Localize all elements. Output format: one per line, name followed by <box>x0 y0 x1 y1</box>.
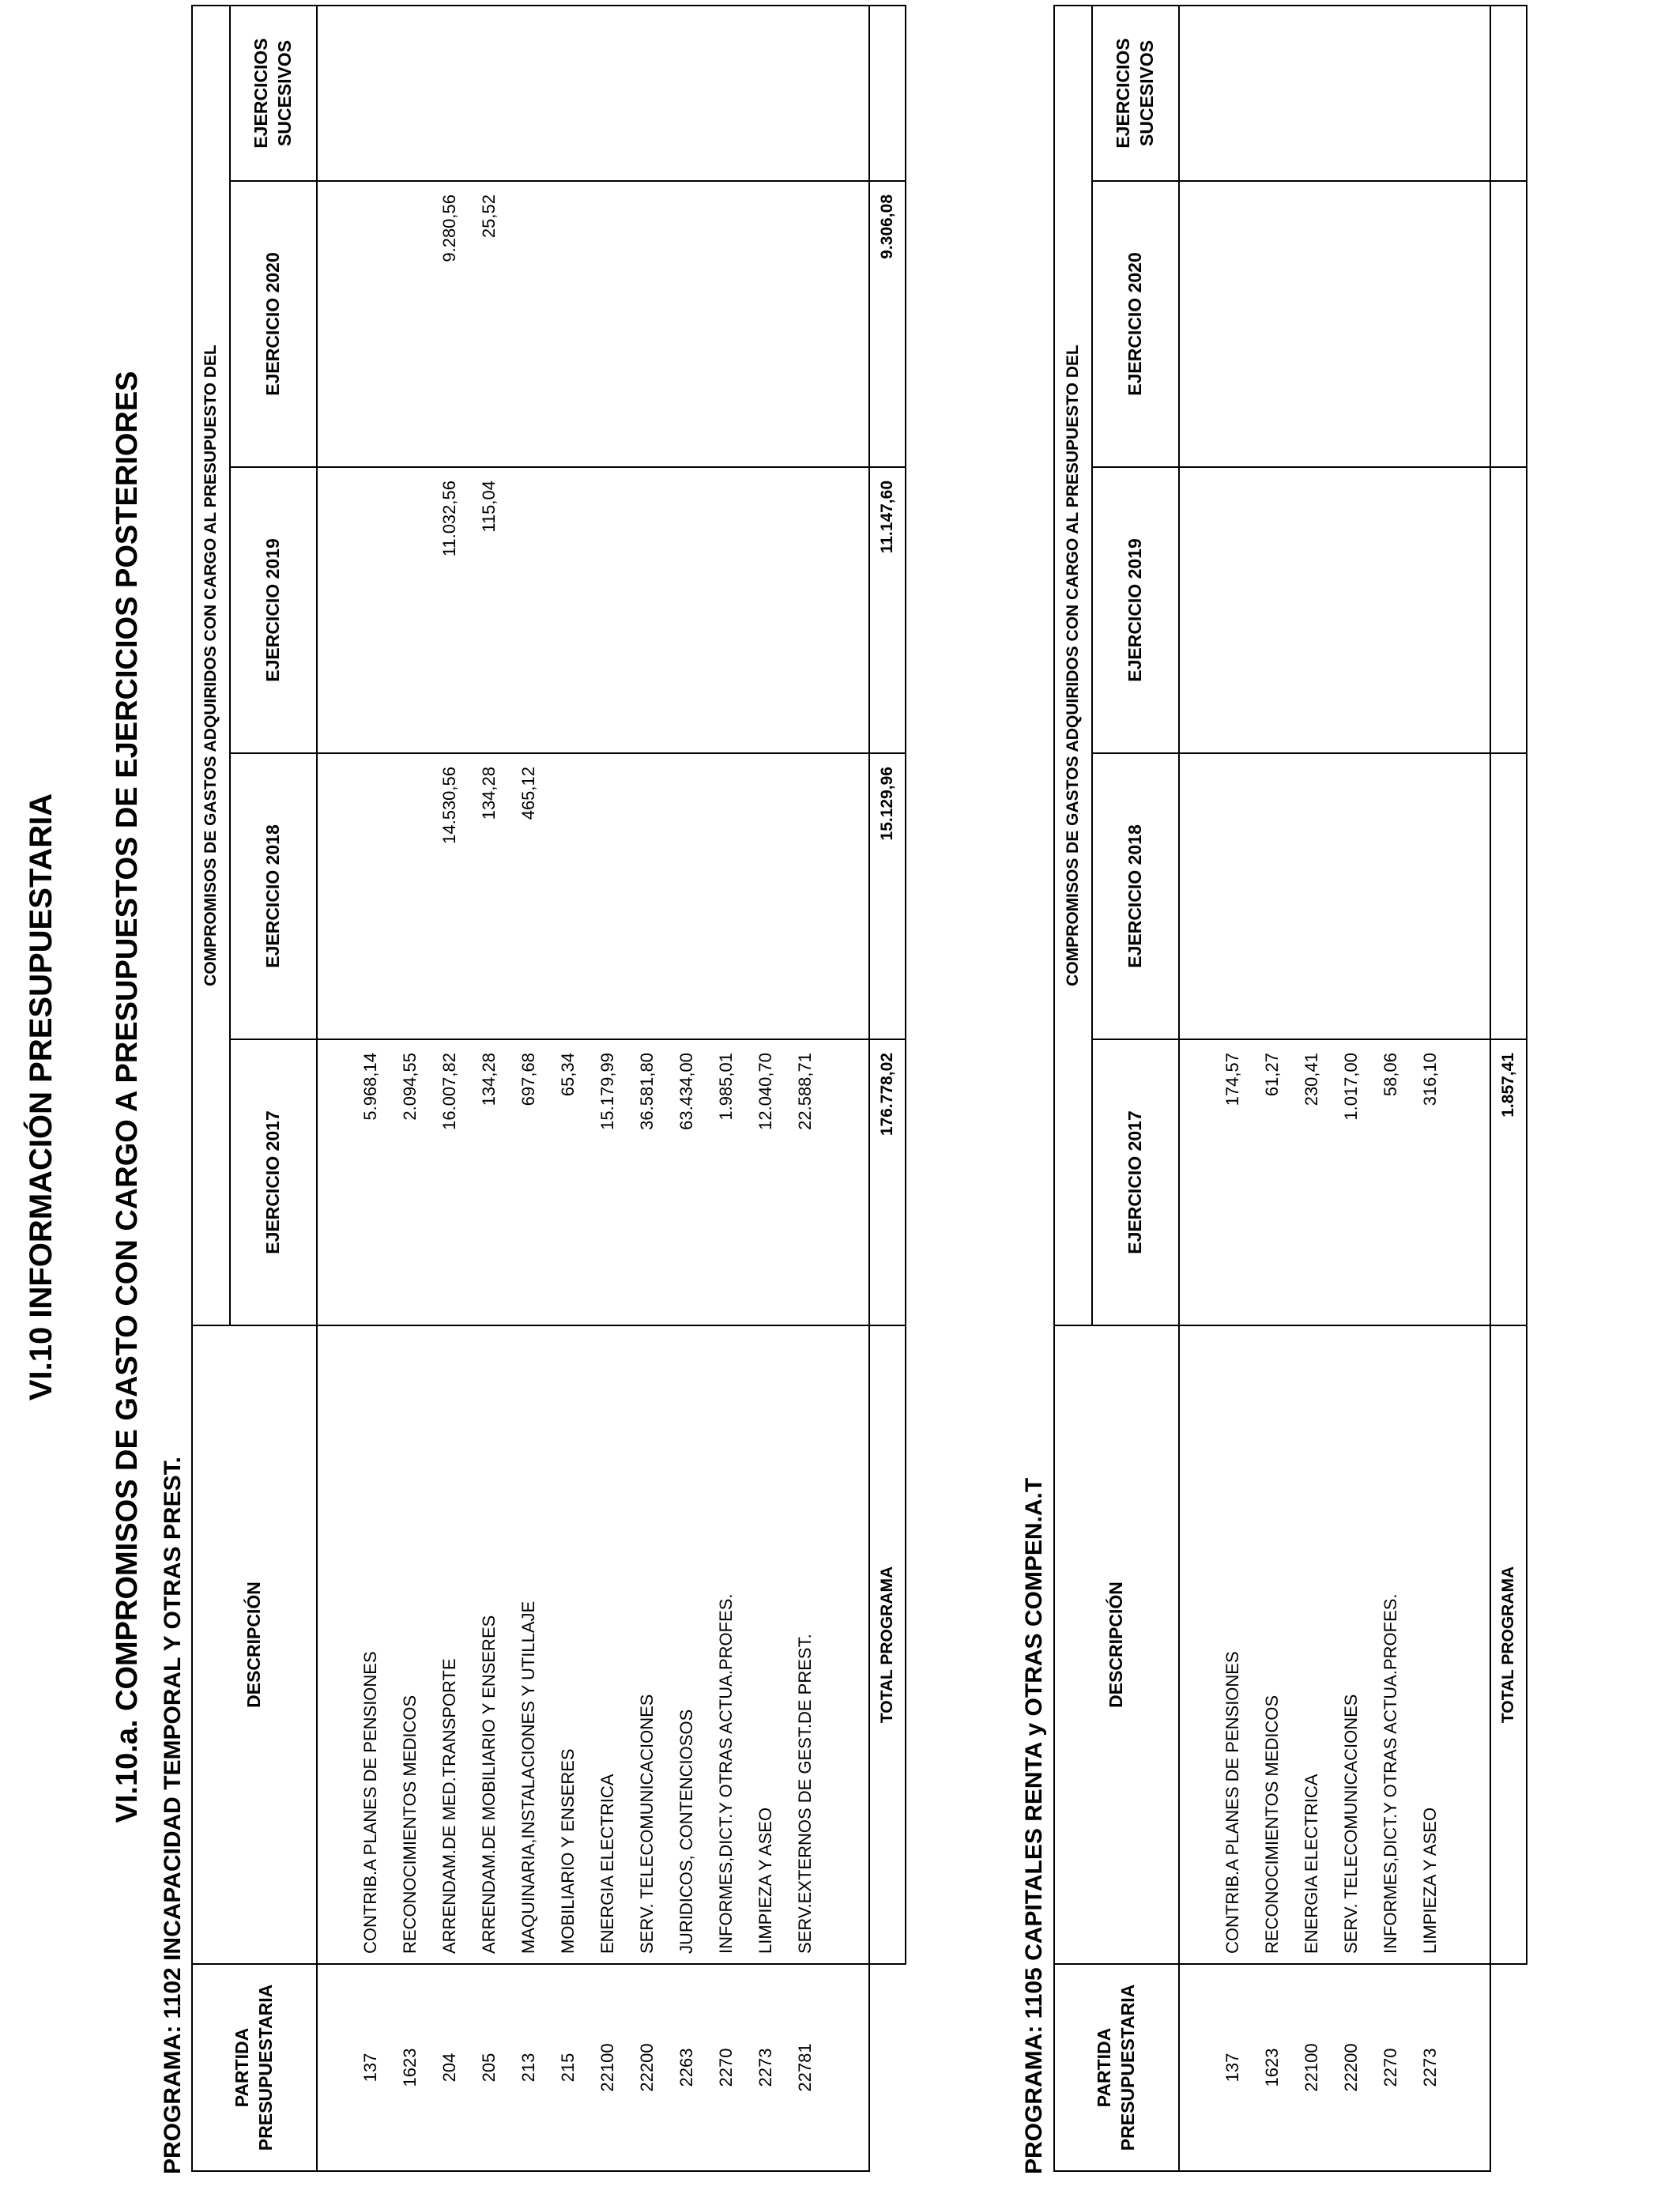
descripcion-column <box>1179 1325 1490 1964</box>
table-cell <box>1292 182 1332 466</box>
table-cell <box>1411 182 1450 466</box>
table-cell: 316,10 <box>1420 1053 1440 1106</box>
table-cell <box>588 182 627 466</box>
table-cell <box>1411 6 1450 180</box>
table-cell <box>627 754 667 1039</box>
table-cell: 1623 <box>400 2048 420 2087</box>
table-cell: SERV. TELECOMUNICACIONES <box>1341 1694 1361 1954</box>
table-cell: 137 <box>360 2053 380 2083</box>
table-cell <box>667 182 706 466</box>
table-cell: SERV.EXTERNOS DE GEST.DE PREST. <box>795 1634 815 1954</box>
table-cell: 134,28 <box>479 767 499 820</box>
table-cell <box>351 6 390 180</box>
table-cell <box>390 182 430 466</box>
partida-header <box>192 1964 317 2171</box>
table-cell <box>1213 6 1252 180</box>
table-cell <box>509 182 548 466</box>
table-cell: 2273 <box>755 2048 775 2087</box>
table-cell: ARRENDAM.DE MOBILIARIO Y ENSERES <box>479 1615 499 1954</box>
table-cell <box>1332 754 1371 1039</box>
table-cell <box>785 182 825 466</box>
table-cell <box>746 468 785 752</box>
year-header: EJERCICIO 2019 <box>230 467 317 753</box>
header-row-group <box>192 6 230 2171</box>
table-cell <box>509 468 548 752</box>
table-cell <box>1252 6 1292 180</box>
table-cell <box>548 468 588 752</box>
table-cell: 697,68 <box>518 1053 538 1106</box>
table-cell <box>785 468 825 752</box>
table-cell <box>390 6 430 180</box>
table-cell: 215 <box>558 2053 578 2083</box>
table-cell: 213 <box>518 2053 538 2083</box>
ejercicio-2018-column <box>317 753 869 1039</box>
table-cell <box>627 182 667 466</box>
year-header: EJERCICIO 2019 <box>1092 467 1179 753</box>
table-cell <box>548 6 588 180</box>
table-cell: MOBILIARIO Y ENSERES <box>558 1748 578 1954</box>
table-cell: 36.581,80 <box>637 1053 657 1130</box>
table-cell <box>588 754 627 1039</box>
table-cell <box>785 754 825 1039</box>
year-header: EJERCICIO 2017 <box>230 1039 317 1325</box>
year-header: EJERCICIO 2018 <box>1092 753 1179 1039</box>
total-spacer <box>869 1964 906 2171</box>
table-cell <box>785 6 825 180</box>
table-cell: ENERGIA ELECTRICA <box>597 1774 617 1954</box>
table-cell <box>351 468 390 752</box>
total-sucesivos <box>1490 6 1527 181</box>
compromisos-header: COMPROMISOS DE GASTOS ADQUIRIDOS CON CARGO AL PRESUPUESTO DEL <box>1054 6 1092 1325</box>
table-cell <box>746 182 785 466</box>
total-2020 <box>1490 181 1527 467</box>
year-header: EJERCICIO 2020 <box>230 181 317 467</box>
year-header: EJERCICIO 2018 <box>230 753 317 1039</box>
table-cell <box>1332 6 1371 180</box>
table-cell <box>1252 468 1292 752</box>
total-2020: 9.306,08 <box>869 181 906 467</box>
table-cell: 2273 <box>1420 2048 1440 2087</box>
ejercicio-2019-column <box>1179 467 1490 753</box>
table-cell <box>1213 182 1252 466</box>
program-title: PROGRAMA: 1102 INCAPACIDAD TEMPORAL Y OTRAS PREST. <box>160 1457 186 2174</box>
ejercicio-2017-column <box>1179 1039 1490 1325</box>
table-cell <box>390 468 430 752</box>
table-cell: 2270 <box>1381 2048 1400 2087</box>
table-cell: 63.434,00 <box>676 1053 696 1130</box>
table-cell: MAQUINARIA,INSTALACIONES Y UTILLAJE <box>518 1600 538 1954</box>
year-header: EJERCICIO 2017 <box>1092 1039 1179 1325</box>
table-cell <box>1371 182 1411 466</box>
table-cell: 14.530,56 <box>439 767 459 844</box>
table-cell <box>548 754 588 1039</box>
table-cell: INFORMES,DICT.Y OTRAS ACTUA.PROFES. <box>1381 1593 1400 1954</box>
table-cell: 465,12 <box>518 767 538 820</box>
table-cell: 22100 <box>597 2043 617 2092</box>
total-spacer <box>1490 1964 1527 2171</box>
table-cell <box>509 6 548 180</box>
table-cell <box>746 6 785 180</box>
table-cell <box>1332 182 1371 466</box>
table-cell <box>1332 468 1371 752</box>
ejercicios-sucesivos-column <box>317 6 869 181</box>
table-cell: 115,04 <box>479 481 499 533</box>
table-cell: 1.985,01 <box>716 1053 736 1121</box>
table-cell: SERV. TELECOMUNICACIONES <box>637 1694 657 1954</box>
partida-column <box>317 1964 869 2171</box>
table-cell <box>1252 754 1292 1039</box>
table-cell: 1.017,00 <box>1341 1053 1361 1121</box>
table-cell: 1623 <box>1262 2048 1282 2087</box>
budget-table <box>191 5 906 2172</box>
descripcion-header-text: DESCRIPCIÓN <box>243 1581 265 1708</box>
table-cell <box>706 6 746 180</box>
table-cell: 22200 <box>637 2043 657 2092</box>
total-2017: 176.778,02 <box>869 1039 906 1325</box>
ejercicios-sucesivos-column <box>1179 6 1490 181</box>
table-cell: 22200 <box>1341 2043 1361 2092</box>
table-cell: 22100 <box>1301 2043 1321 2092</box>
table-cell <box>1213 754 1252 1039</box>
table-cell: 25,52 <box>479 194 499 239</box>
partida-column <box>1179 1964 1490 2171</box>
ejercicio-2018-column <box>1179 753 1490 1039</box>
table-cell <box>390 754 430 1039</box>
table-cell <box>746 754 785 1039</box>
table-cell: 9.280,56 <box>439 194 459 262</box>
table-cell: 230,41 <box>1301 1053 1321 1106</box>
table-cell: RECONOCIMIENTOS MEDICOS <box>1262 1695 1282 1954</box>
table-cell <box>1213 468 1252 752</box>
table-cell <box>430 6 469 180</box>
partida-header <box>1054 1964 1179 2171</box>
budget-table <box>1053 5 1527 2172</box>
descripcion-column <box>317 1325 869 1964</box>
table-cell <box>706 754 746 1039</box>
table-cell <box>1292 6 1332 180</box>
total-2018 <box>1490 753 1527 1039</box>
descripcion-header <box>1054 1325 1179 1964</box>
total-2019 <box>1490 467 1527 753</box>
table-cell <box>588 468 627 752</box>
table-cell: LIMPIEZA Y ASEO <box>755 1807 775 1954</box>
table-cell <box>351 754 390 1039</box>
table-cell <box>1252 182 1292 466</box>
table-cell <box>1292 754 1332 1039</box>
table-cell: 2.094,55 <box>400 1053 420 1121</box>
table-cell: 61,27 <box>1262 1053 1282 1097</box>
table-cell: 58,06 <box>1381 1053 1400 1097</box>
descripcion-header <box>192 1325 317 1964</box>
table-cell <box>1371 6 1411 180</box>
table-cell <box>667 6 706 180</box>
total-2017: 1.857,41 <box>1490 1039 1527 1325</box>
total-label: TOTAL PROGRAMA <box>869 1325 906 1964</box>
table-cell <box>351 182 390 466</box>
table-cell: 15.179,99 <box>597 1053 617 1130</box>
table-cell: 11.032,56 <box>439 481 459 557</box>
partida-header-text: PARTIDA PRESUPUESTARIA <box>1094 1984 1138 2151</box>
table-cell <box>667 468 706 752</box>
descripcion-header-text: DESCRIPCIÓN <box>1106 1581 1127 1708</box>
year-header: EJERCICIOS SUCESIVOS <box>230 6 317 181</box>
table-cell: ENERGIA ELECTRICA <box>1301 1774 1321 1954</box>
program-title: PROGRAMA: 1105 CAPITALES RENTA y OTRAS COMPEN.A.T <box>1021 1477 1047 2174</box>
table-cell <box>1411 468 1450 752</box>
table-cell <box>548 182 588 466</box>
table-cell: CONTRIB.A PLANES DE PENSIONES <box>360 1651 380 1954</box>
table-cell <box>706 468 746 752</box>
table-cell <box>1371 754 1411 1039</box>
table-cell: RECONOCIMIENTOS MEDICOS <box>400 1695 420 1954</box>
table-cell: 204 <box>439 2053 459 2083</box>
data-row <box>1179 6 1490 2171</box>
table-cell <box>1371 468 1411 752</box>
partida-header-text: PARTIDA PRESUPUESTARIA <box>232 1984 276 2151</box>
table-cell: 2263 <box>676 2048 696 2087</box>
table-cell: 2270 <box>716 2048 736 2087</box>
total-row <box>1490 6 1527 2171</box>
total-label: TOTAL PROGRAMA <box>1490 1325 1527 1964</box>
table-cell <box>706 182 746 466</box>
table-cell: 5.968,14 <box>360 1053 380 1121</box>
ejercicio-2020-column <box>317 181 869 467</box>
table-cell <box>627 468 667 752</box>
table-cell: 137 <box>1222 2053 1242 2083</box>
table-cell <box>1411 754 1450 1039</box>
year-header: EJERCICIOS SUCESIVOS <box>1092 6 1179 181</box>
header-row-group <box>1054 6 1092 2171</box>
ejercicio-2017-column <box>317 1039 869 1325</box>
table-cell <box>1292 468 1332 752</box>
table-cell <box>667 754 706 1039</box>
table-cell: INFORMES,DICT.Y OTRAS ACTUA.PROFES. <box>716 1593 736 1954</box>
table-cell <box>627 6 667 180</box>
total-2018: 15.129,96 <box>869 753 906 1039</box>
table-cell: 22781 <box>795 2043 815 2092</box>
table-cell: 205 <box>479 2053 499 2083</box>
table-cell: 16.007,82 <box>439 1053 459 1130</box>
ejercicio-2020-column <box>1179 181 1490 467</box>
table-cell: 12.040,70 <box>755 1053 775 1130</box>
compromisos-header: COMPROMISOS DE GASTOS ADQUIRIDOS CON CARGO AL PRESUPUESTO DEL <box>192 6 230 1325</box>
data-row <box>317 6 869 2171</box>
total-2019: 11.147,60 <box>869 467 906 753</box>
total-row <box>869 6 906 2171</box>
table-cell: 134,28 <box>479 1053 499 1106</box>
main-title: VI.10 INFORMACIÓN PRESUPUESTARIA <box>24 793 58 1401</box>
table-cell: 22.588,71 <box>795 1053 815 1130</box>
total-sucesivos <box>869 6 906 181</box>
table-cell: 174,57 <box>1222 1053 1242 1106</box>
table-cell: JURIDICOS, CONTENCIOSOS <box>676 1709 696 1954</box>
table-cell: LIMPIEZA Y ASEO <box>1420 1807 1440 1954</box>
table-cell <box>469 6 509 180</box>
table-cell: CONTRIB.A PLANES DE PENSIONES <box>1222 1651 1242 1954</box>
table-cell: 65,34 <box>558 1053 578 1097</box>
sub-title: VI.10.a. COMPROMISOS DE GASTO CON CARGO A PRESUPUESTOS DE EJERCICIOS POSTERIORES <box>111 371 144 1823</box>
table-cell <box>588 6 627 180</box>
table-cell: ARRENDAM.DE MED.TRANSPORTE <box>439 1658 459 1954</box>
year-header: EJERCICIO 2020 <box>1092 181 1179 467</box>
ejercicio-2019-column <box>317 467 869 753</box>
